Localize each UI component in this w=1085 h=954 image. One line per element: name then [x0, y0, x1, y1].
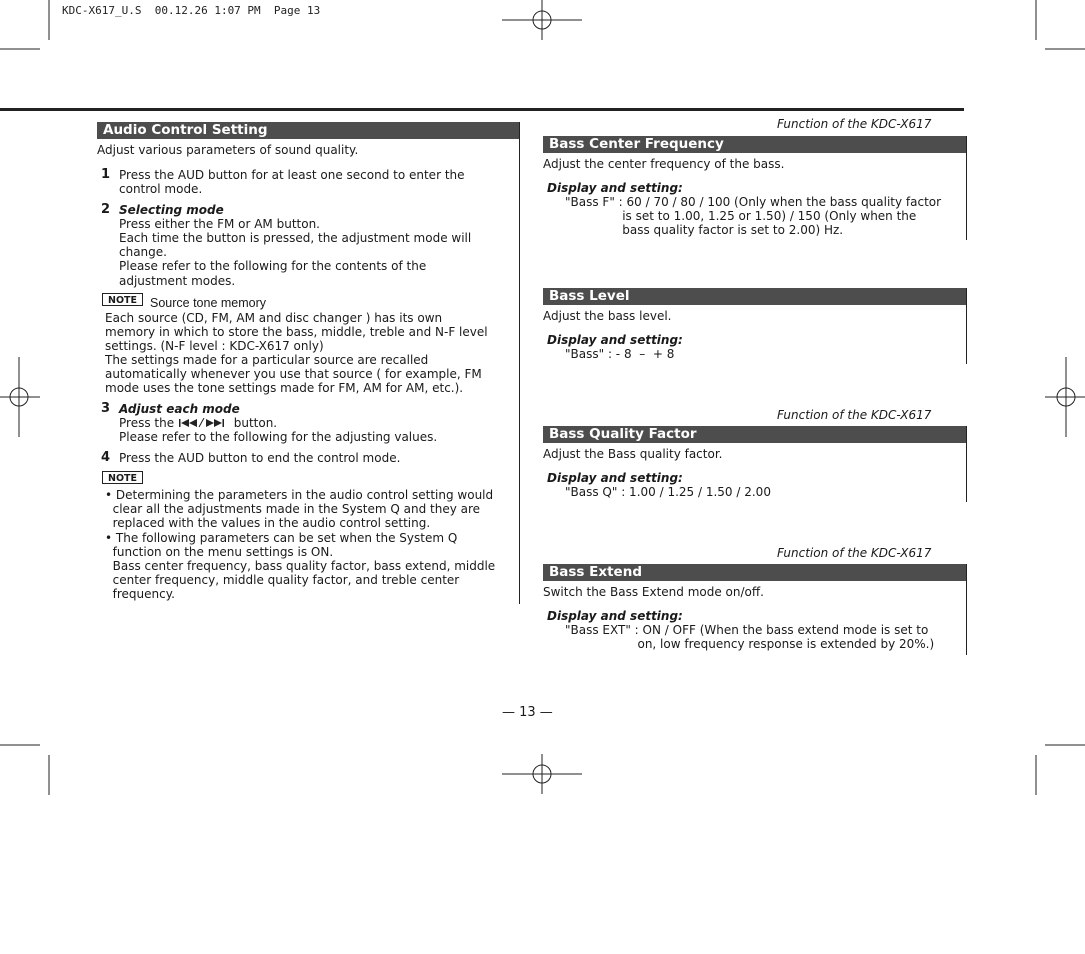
- bl-desc: Adjust the bass level.: [543, 309, 672, 323]
- note-2-line: • The following parameters can be set when the System Q: [105, 531, 458, 545]
- note-1-line: memory in which to store the bass, middle, treble and N-F level: [105, 325, 488, 339]
- note-2-line: function on the menu settings is ON.: [105, 545, 334, 559]
- function-note: Function of the KDC-X617: [777, 117, 932, 131]
- bcf-line: "Bass F" : 60 / 70 / 80 / 100 (Only when the bass quality factor: [565, 195, 942, 209]
- step-3-heading: Adjust each mode: [119, 402, 240, 416]
- page-number: — 13 —: [502, 705, 553, 720]
- bqf-line: "Bass Q" : 1.00 / 1.25 / 1.50 / 2.00: [565, 485, 771, 499]
- right-column-rule: [966, 426, 967, 502]
- bqf-display-setting: Display and setting:: [547, 471, 683, 485]
- step-2-line: Each time the button is pressed, the adjustment mode will: [119, 231, 472, 245]
- step-2-heading: Selecting mode: [119, 203, 224, 217]
- note-2-line: • Determining the parameters in the audio control setting would: [105, 488, 494, 502]
- bcf-line: is set to 1.00, 1.25 or 1.50) / 150 (Only when the: [565, 209, 917, 223]
- bqf-desc: Adjust the Bass quality factor.: [543, 447, 723, 461]
- step-4-line: Press the AUD button to end the control mode.: [119, 451, 401, 465]
- top-rule: [0, 108, 964, 111]
- step-3-line: [119, 416, 277, 430]
- bcf-line: bass quality factor is set to 2.00) Hz.: [565, 223, 844, 237]
- section-title-bass-quality-factor: Bass Quality Factor: [543, 426, 967, 443]
- step-2-line: adjustment modes.: [119, 274, 236, 288]
- note-1-line: Each source (CD, FM, AM and disc changer ) has its own: [105, 311, 443, 325]
- step-2-line: change.: [119, 245, 167, 259]
- note-badge: NOTE: [102, 471, 143, 484]
- print-header: KDC-X617_U.S 00.12.26 1:07 PM Page 13: [62, 4, 321, 17]
- be-display-setting: Display and setting:: [547, 609, 683, 623]
- section-title-bass-center-frequency: Bass Center Frequency: [543, 136, 967, 153]
- bcf-desc: Adjust the center frequency of the bass.: [543, 157, 785, 171]
- bcf-display-setting: Display and setting:: [547, 181, 683, 195]
- step-3-line: Please refer to the following for the adjusting values.: [119, 430, 438, 444]
- bl-line: "Bass" : - 8 – + 8: [565, 347, 675, 361]
- be-desc: Switch the Bass Extend mode on/off.: [543, 585, 764, 599]
- note-1-line: mode uses the tone settings made for FM, AM for AM, etc.).: [105, 381, 464, 395]
- note-source-tone-title: Source tone memory: [150, 296, 267, 310]
- step-2-line: Press either the FM or AM button.: [119, 217, 320, 231]
- step-2-line: Please refer to the following for the contents of the: [119, 259, 427, 273]
- note-1-line: The settings made for a particular source are recalled: [105, 353, 429, 367]
- be-line: "Bass EXT" : ON / OFF (When the bass extend mode is set to: [565, 623, 929, 637]
- note-1-line: automatically whenever you use that source ( for example, FM: [105, 367, 482, 381]
- step-2-number: 2: [101, 202, 111, 217]
- left-intro: Adjust various parameters of sound quality.: [97, 143, 359, 157]
- note-2-line: replaced with the values in the audio control setting.: [105, 516, 431, 530]
- step-4-number: 4: [101, 450, 111, 465]
- section-title-bass-extend: Bass Extend: [543, 564, 967, 581]
- step-1-line: control mode.: [119, 182, 203, 196]
- note-2-line: frequency.: [105, 587, 175, 601]
- function-note: Function of the KDC-X617: [777, 408, 932, 422]
- left-column-rule: [519, 122, 520, 604]
- step-3-number: 3: [101, 401, 111, 416]
- step-1-line: Press the AUD button for at least one second to enter the: [119, 168, 465, 182]
- note-2-line: clear all the adjustments made in the System Q and they are: [105, 502, 481, 516]
- note-1-line: settings. (N-F level : KDC-X617 only): [105, 339, 324, 353]
- right-column-rule: [966, 564, 967, 655]
- section-title-audio-control: Audio Control Setting: [97, 122, 520, 139]
- bl-display-setting: Display and setting:: [547, 333, 683, 347]
- skip-buttons-icon: [178, 418, 230, 428]
- note-badge: NOTE: [102, 293, 143, 306]
- step-1-number: 1: [101, 167, 111, 182]
- right-column-rule: [966, 288, 967, 364]
- note-2-line: Bass center frequency, bass quality factor, bass extend, middle: [105, 559, 496, 573]
- function-note: Function of the KDC-X617: [777, 546, 932, 560]
- section-title-bass-level: Bass Level: [543, 288, 967, 305]
- note-2-line: center frequency, middle quality factor, and treble center: [105, 573, 460, 587]
- be-line: on, low frequency response is extended by 20%.): [565, 637, 935, 651]
- step-3-text-post: button.: [229, 416, 278, 430]
- step-3-text-pre: Press the: [119, 416, 178, 430]
- right-column-rule: [966, 136, 967, 240]
